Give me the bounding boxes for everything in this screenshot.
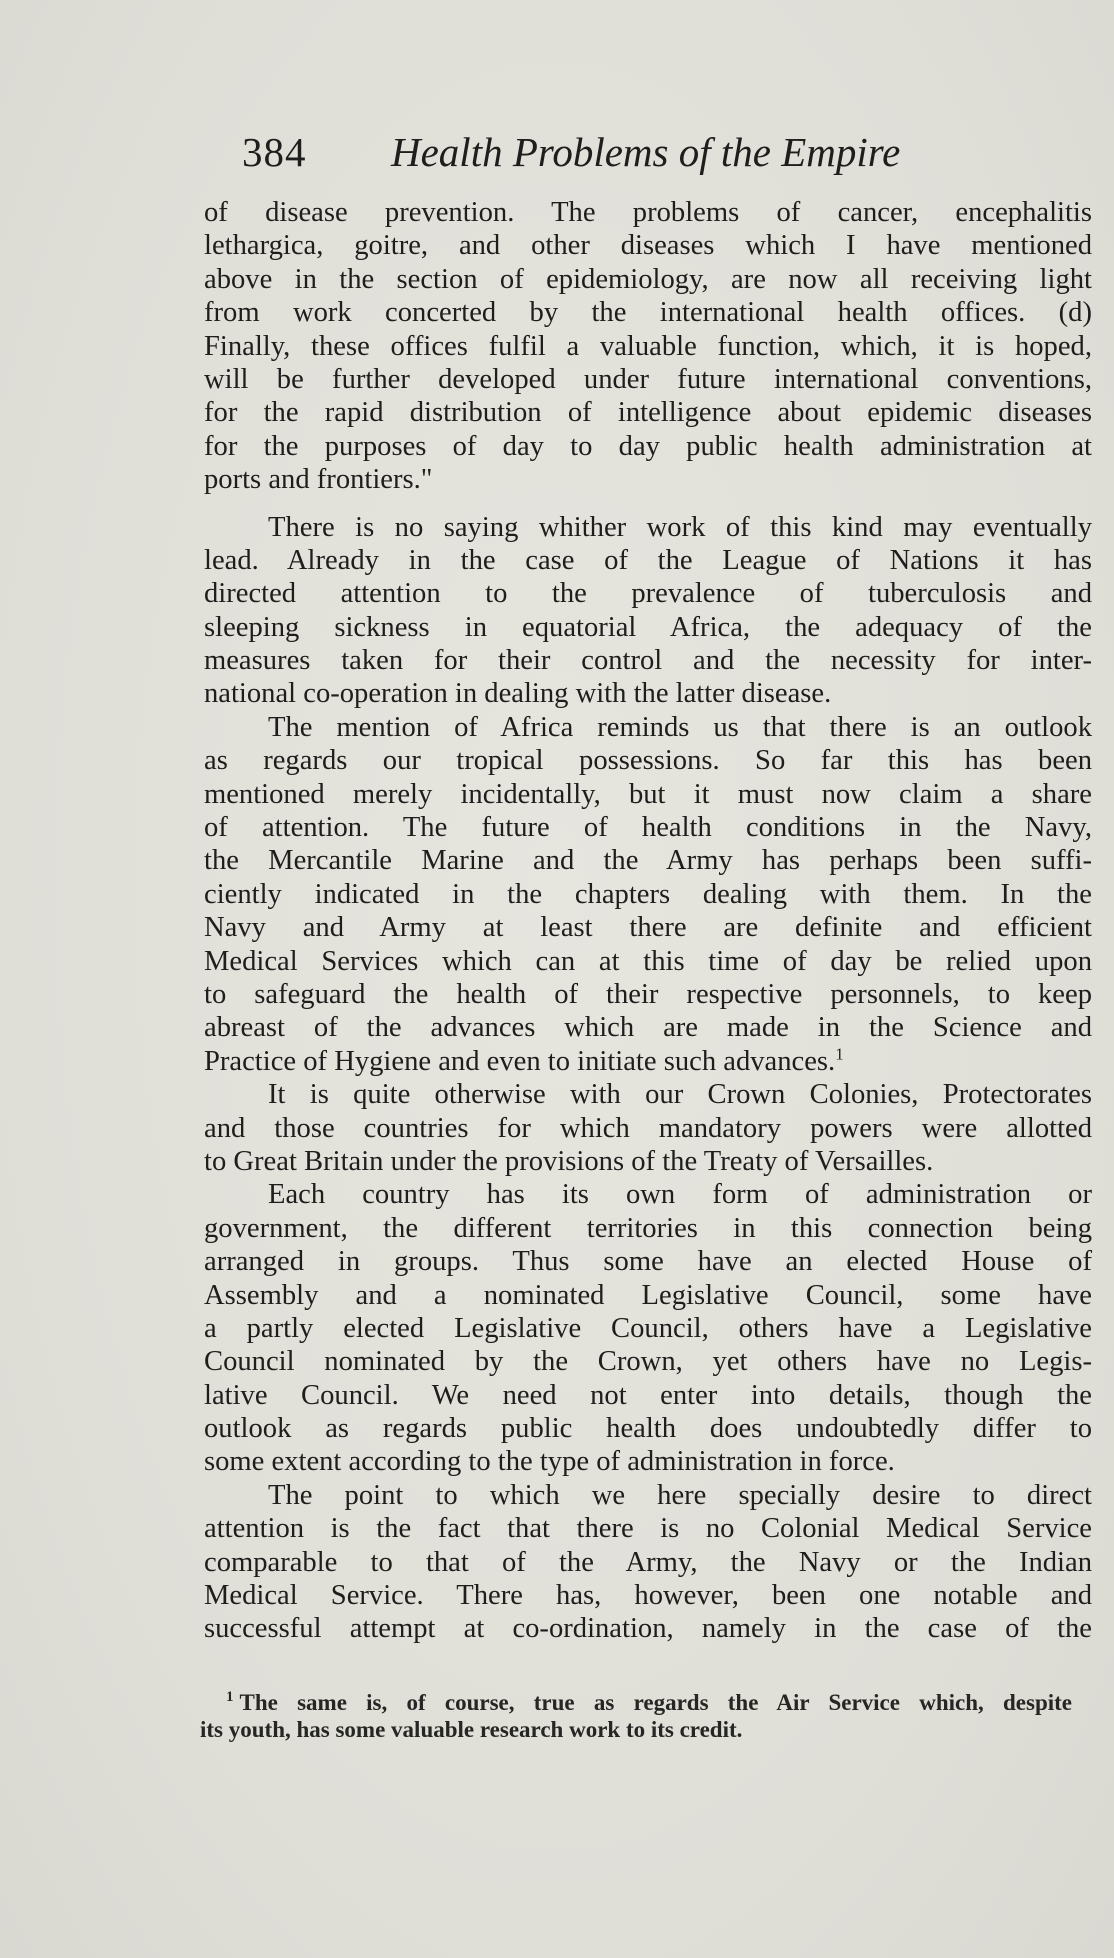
footnote-text: The same is, of course, true as regards the Air Service which, despite (239, 1690, 1072, 1715)
text-line: Assembly and a nominated Legislative Council, some have (204, 1279, 1092, 1311)
text-line: measures taken for their control and the necessity for inter- (204, 645, 1092, 677)
text-line-content: Practice of Hygiene and even to initiate such advances. (204, 1045, 836, 1077)
paragraph (204, 711, 1092, 1078)
paragraph (204, 511, 1092, 711)
paragraph (204, 1479, 1092, 1646)
footnote-line: its youth, has some valuable research work to its credit. (200, 1717, 743, 1742)
text-line: Medical Service. There has, however, been one notable and (204, 1580, 1092, 1612)
text-line: and those countries for which mandatory powers were allotted (204, 1112, 1092, 1144)
text-line: a partly elected Legislative Council, others have a Legislative (204, 1312, 1092, 1344)
text-line: arranged in groups. Thus some have an elected House of (204, 1246, 1092, 1278)
footnote (200, 1689, 1072, 1743)
text-line: for the rapid distribution of intelligence about epidemic diseases (204, 397, 1092, 429)
text-line: government, the different territories in this connection being (204, 1212, 1092, 1244)
text-line: mentioned merely incidentally, but it must now claim a share (204, 778, 1092, 810)
paragraph (204, 196, 1092, 497)
text-line: for the purposes of day to day public health administration at (204, 430, 1092, 462)
text-line: outlook as regards public health does undoubtedly differ to (204, 1413, 1092, 1445)
text-line: from work concerted by the international health offices. (d) (204, 297, 1092, 329)
text-line: some extent according to the type of administration in force. (204, 1446, 895, 1478)
text-line: above in the section of epidemiology, are now all receiving light (204, 263, 1092, 295)
text-line: Medical Services which can at this time of day be relied upon (204, 945, 1092, 977)
text-line: sleeping sickness in equatorial Africa, the adequacy of the (204, 611, 1092, 643)
paragraph-spacer (204, 497, 1092, 511)
text-line: There is no saying whither work of this kind may eventually (268, 511, 1092, 543)
text-line: Navy and Army at least there are definite and efficient (204, 912, 1092, 944)
text-line: abreast of the advances which are made in the Science and (204, 1012, 1092, 1044)
footnote-marker: 1 (226, 1689, 234, 1706)
text-line: will be further developed under future international conventions, (204, 363, 1092, 395)
text-line: ciently indicated in the chapters dealing with them. In the (204, 878, 1092, 910)
text-line: of attention. The future of health conditions in the Navy, (204, 812, 1092, 844)
text-line: lethargica, goitre, and other diseases which I have mentioned (204, 230, 1092, 262)
text-line: lative Council. We need not enter into details, though the (204, 1379, 1092, 1411)
text-line: attention is the fact that there is no Colonial Medical Service (204, 1513, 1092, 1545)
text-line: to safeguard the health of their respective personnels, to keep (204, 978, 1092, 1010)
text-line: national co-operation in dealing with the latter disease. (204, 678, 832, 710)
paragraph (204, 1178, 1092, 1479)
footnote-reference: 1 (835, 1044, 844, 1064)
text-line: The point to which we here specially desire to direct (268, 1479, 1092, 1511)
footnote-line (200, 1689, 1072, 1716)
page-number: 384 (242, 129, 307, 175)
text-line: ports and frontiers." (204, 464, 433, 496)
text-line: comparable to that of the Army, the Navy or the Indian (204, 1546, 1092, 1578)
text-line: successful attempt at co-ordination, namely in the case of the (204, 1613, 1092, 1645)
text-line: The mention of Africa reminds us that there is an outlook (268, 711, 1092, 743)
text-line: to Great Britain under the provisions of the Treaty of Versailles. (204, 1145, 934, 1177)
text-line (204, 1045, 1092, 1078)
text-line: It is quite otherwise with our Crown Colonies, Protectorates (268, 1079, 1092, 1111)
running-title: Health Problems of the Empire (391, 129, 901, 175)
text-line: Council nominated by the Crown, yet others have no Legis- (204, 1346, 1092, 1378)
text-line: directed attention to the prevalence of tuberculosis and (204, 578, 1092, 610)
text-line: the Mercantile Marine and the Army has perhaps been suffi- (204, 845, 1092, 877)
paragraph (204, 1078, 1092, 1178)
text-line: lead. Already in the case of the League of Nations it has (204, 544, 1092, 576)
text-line: Each country has its own form of administration or (268, 1179, 1092, 1211)
text-line: of disease prevention. The problems of cancer, encephalitis (204, 197, 1092, 228)
running-head (242, 128, 1092, 184)
text-line: Finally, these offices fulfil a valuable function, which, it is hoped, (204, 330, 1092, 362)
text-line: as regards our tropical possessions. So far this has been (204, 745, 1092, 777)
body-text (204, 196, 1092, 1646)
